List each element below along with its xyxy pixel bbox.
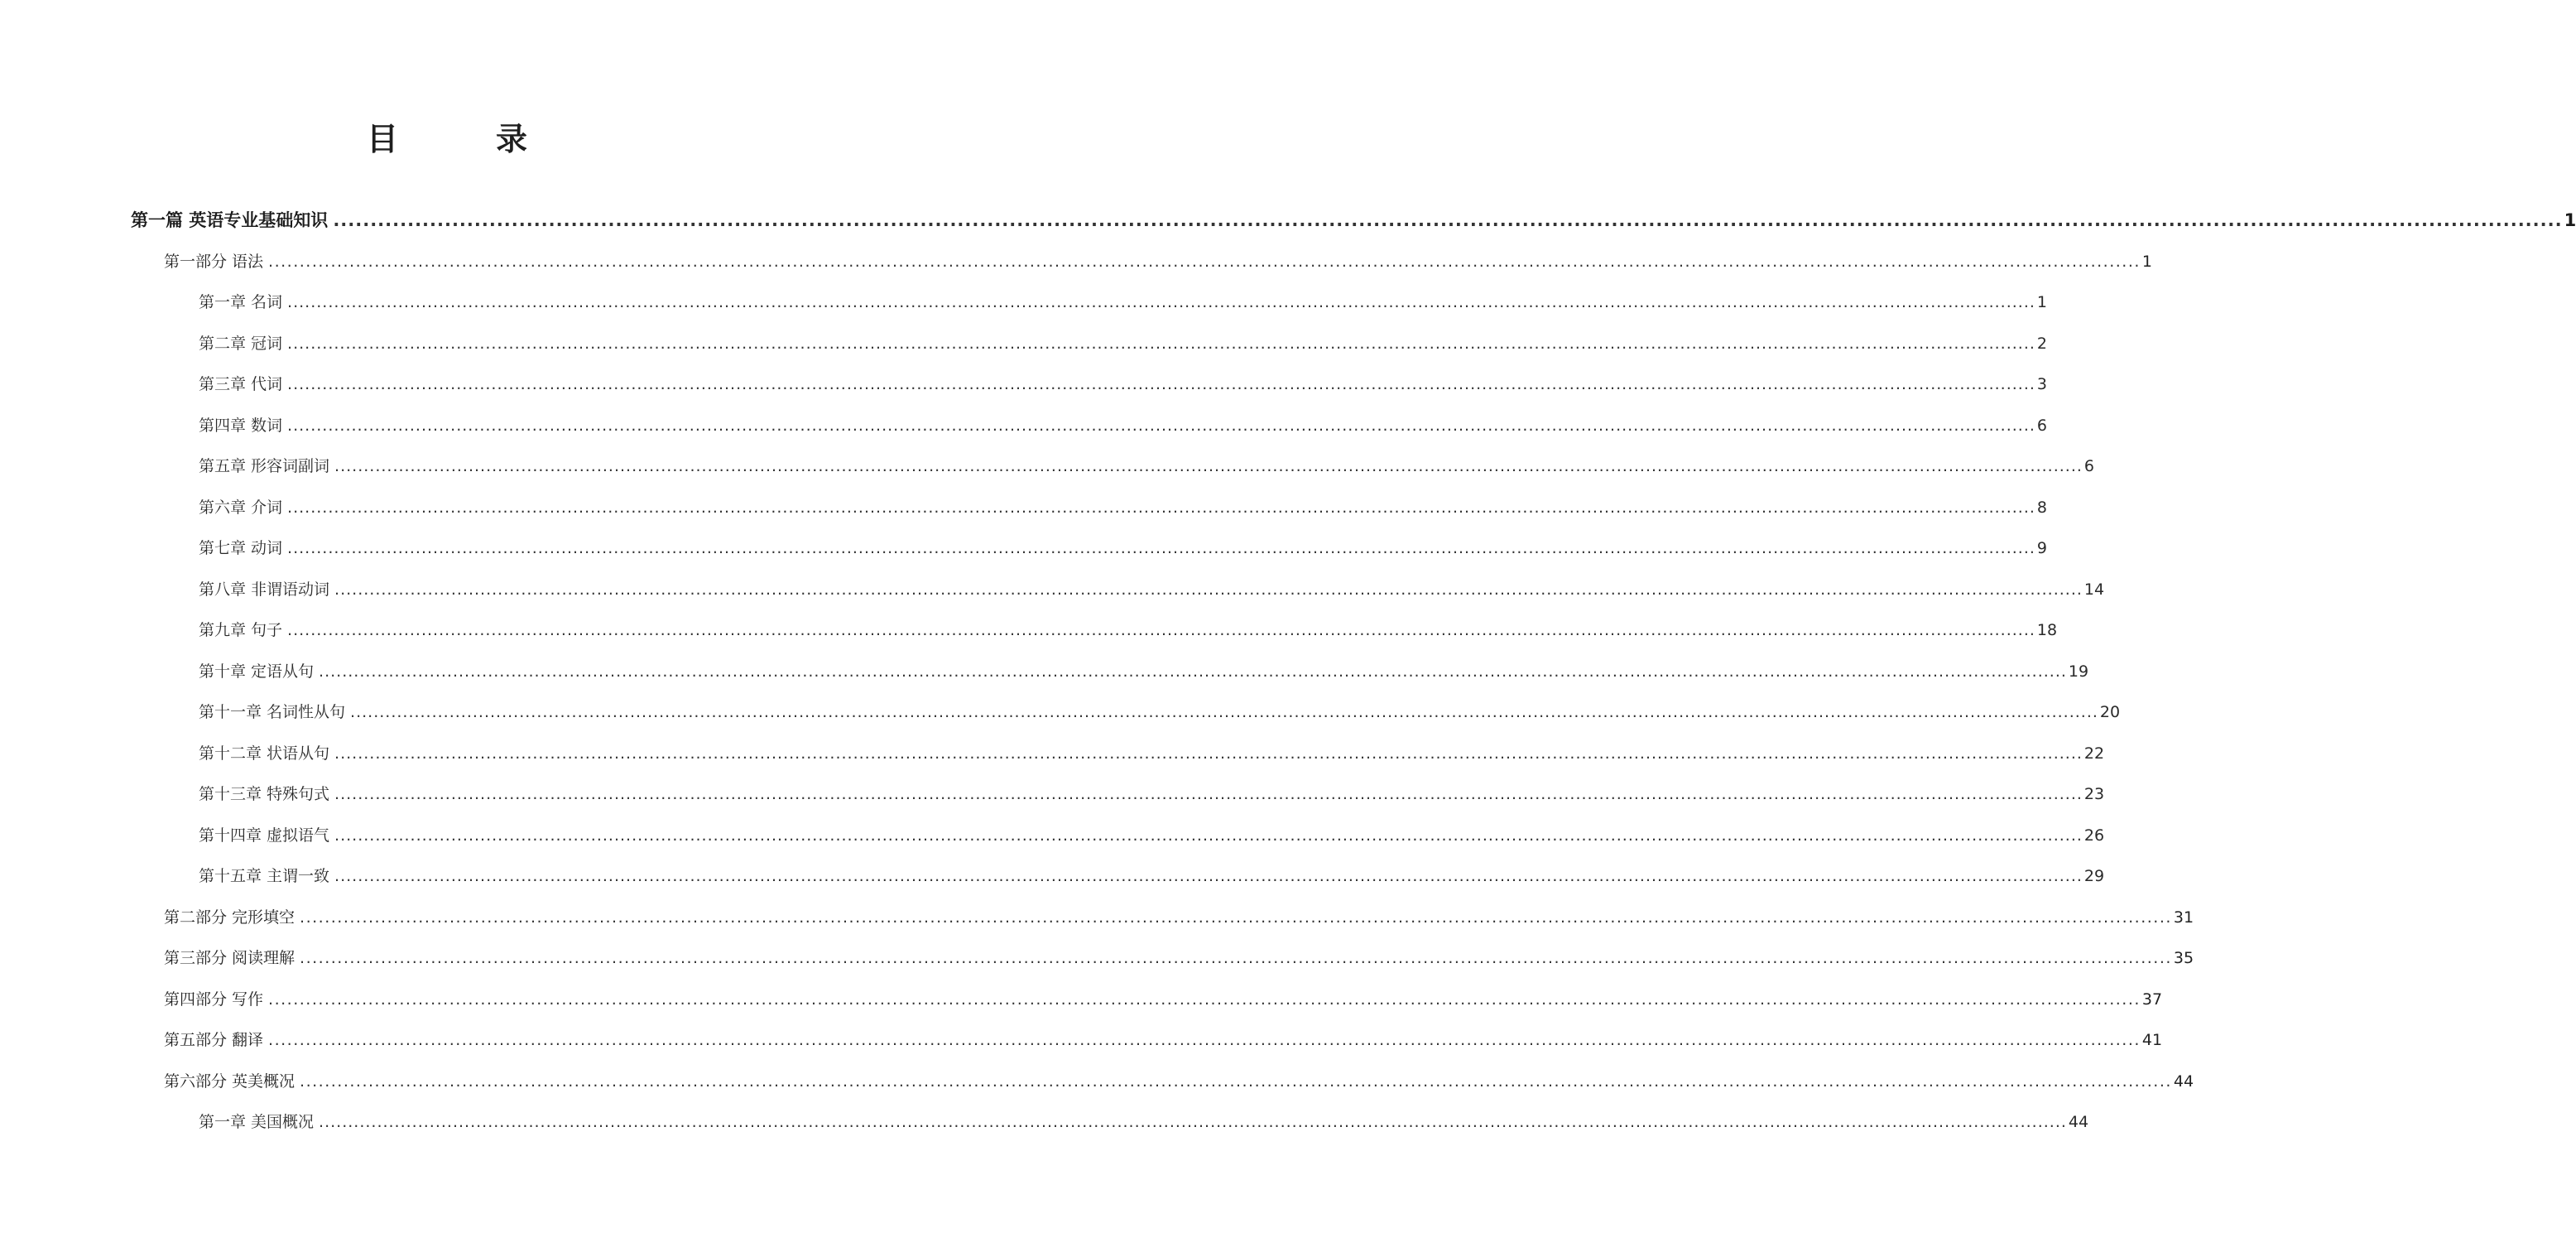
toc-entry-label: 第六部分 英美概况 (164, 1072, 296, 1091)
toc-entry-label: 第二部分 完形填空 (164, 908, 296, 927)
dot-leader: ............................................................................................................................................................................................................................................................................................................ (319, 1113, 2067, 1131)
toc-entry[interactable] (199, 450, 2095, 483)
toc-entry[interactable] (199, 573, 2105, 606)
toc-entry[interactable] (199, 327, 2048, 360)
dot-leader: ............................................................................................................................................................................................................................................................................................................ (334, 785, 2083, 803)
dot-leader: ............................................................................................................................................................................................................................................................................................................ (333, 210, 2563, 230)
toc-entry-page-number: 37 (2141, 990, 2163, 1009)
dot-leader: ............................................................................................................................................................................................................................................................................................................ (300, 949, 2172, 967)
toc-entry-page-number: 41 (2141, 1031, 2163, 1049)
toc-entry-page-number: 22 (2083, 744, 2105, 763)
toc-entry-label: 第五部分 翻译 (164, 1031, 264, 1049)
toc-entry-label: 第十一章 名词性从句 (199, 703, 346, 721)
dot-leader: ............................................................................................................................................................................................................................................................................................................ (287, 539, 2035, 557)
toc-entry-label: 第一篇 英语专业基础知识 (131, 210, 329, 230)
toc-entry[interactable] (164, 1023, 2163, 1057)
toc-entry-label: 第十章 定语从句 (199, 662, 315, 681)
toc-entry-label: 第七章 动词 (199, 539, 283, 557)
toc-entry-page-number: 1 (2141, 253, 2153, 271)
toc-entry-page-number: 8 (2036, 498, 2048, 517)
toc-entry-page-number: 31 (2173, 908, 2194, 927)
toc-entry[interactable] (199, 614, 2058, 647)
toc-entry-label: 第十五章 主谓一致 (199, 867, 330, 885)
toc-entry-label: 第一章 名词 (199, 293, 283, 311)
toc-entry-page-number: 6 (2083, 457, 2095, 475)
toc-entry-page-number: 2 (2036, 335, 2048, 353)
toc-entry-page-number: 44 (2068, 1113, 2089, 1131)
toc-entry-page-number: 3 (2036, 375, 2048, 393)
toc-entry[interactable] (164, 983, 2163, 1016)
dot-leader: ............................................................................................................................................................................................................................................................................................................ (300, 908, 2172, 927)
toc-entry-label: 第五章 形容词副词 (199, 457, 330, 475)
dot-leader: ............................................................................................................................................................................................................................................................................................................ (287, 621, 2035, 639)
toc-entry-page-number: 19 (2068, 662, 2089, 681)
toc-entry-page-number: 26 (2083, 826, 2105, 845)
toc-entry-label: 第九章 句子 (199, 621, 283, 639)
toc-entry[interactable] (199, 655, 2089, 688)
toc-entry[interactable] (199, 286, 2048, 319)
toc-entry[interactable] (164, 245, 2153, 278)
dot-leader: ............................................................................................................................................................................................................................................................................................................ (268, 990, 2141, 1009)
dot-leader: ............................................................................................................................................................................................................................................................................................................ (334, 744, 2083, 763)
toc-entry[interactable] (199, 737, 2105, 770)
toc-entry[interactable] (164, 1065, 2194, 1098)
toc-entry-label: 第三部分 阅读理解 (164, 949, 296, 967)
page-title: 目 录 (366, 121, 560, 157)
dot-leader: ............................................................................................................................................................................................................................................................................................................ (334, 580, 2083, 599)
toc-entry[interactable] (164, 942, 2194, 975)
toc-entry-label: 第一部分 语法 (164, 253, 264, 271)
toc-entry[interactable] (199, 696, 2121, 729)
dot-leader: ............................................................................................................................................................................................................................................................................................................ (287, 293, 2035, 311)
toc-entry-label: 第十二章 状语从句 (199, 744, 330, 763)
toc-entry-label: 第十三章 特殊句式 (199, 785, 330, 803)
dot-leader: ............................................................................................................................................................................................................................................................................................................ (287, 375, 2035, 393)
toc-entry[interactable] (199, 532, 2048, 565)
toc-entry[interactable] (199, 368, 2048, 401)
toc-entry-label: 第十四章 虚拟语气 (199, 826, 330, 845)
toc-entry-page-number: 20 (2099, 703, 2121, 721)
toc-entry-label: 第四部分 写作 (164, 990, 264, 1009)
dot-leader: ............................................................................................................................................................................................................................................................................................................ (287, 417, 2035, 435)
toc-entry[interactable] (199, 819, 2105, 852)
dot-leader: ............................................................................................................................................................................................................................................................................................................ (319, 662, 2067, 681)
dot-leader: ............................................................................................................................................................................................................................................................................................................ (350, 703, 2098, 721)
toc-entry-label: 第六章 介词 (199, 498, 283, 517)
toc-entry-page-number: 1 (2036, 293, 2048, 311)
toc-entry-label: 第二章 冠词 (199, 335, 283, 353)
dot-leader: ............................................................................................................................................................................................................................................................................................................ (300, 1072, 2172, 1091)
toc-entry-label: 第三章 代词 (199, 375, 283, 393)
toc-entry-page-number: 9 (2036, 539, 2048, 557)
toc-entry-label: 第一章 美国概况 (199, 1113, 315, 1131)
toc-entry[interactable] (131, 204, 2576, 237)
toc-entry-page-number: 18 (2036, 621, 2058, 639)
toc-entry-page-number: 14 (2083, 580, 2105, 599)
toc-entry[interactable] (199, 1105, 2089, 1139)
toc-entry-label: 第四章 数词 (199, 417, 283, 435)
toc-entry[interactable] (164, 901, 2194, 934)
toc-entry-label: 第八章 非谓语动词 (199, 580, 330, 599)
toc-entry-page-number: 6 (2036, 417, 2048, 435)
dot-leader: ............................................................................................................................................................................................................................................................................................................ (287, 498, 2035, 517)
toc-entry[interactable] (199, 409, 2048, 442)
toc-entry-page-number: 35 (2173, 949, 2194, 967)
dot-leader: ............................................................................................................................................................................................................................................................................................................ (287, 335, 2035, 353)
toc-entry-page-number: 1 (2564, 210, 2576, 230)
toc-entry-page-number: 44 (2173, 1072, 2194, 1091)
dot-leader: ............................................................................................................................................................................................................................................................................................................ (268, 253, 2141, 271)
dot-leader: ............................................................................................................................................................................................................................................................................................................ (268, 1031, 2141, 1049)
dot-leader: ............................................................................................................................................................................................................................................................................................................ (334, 826, 2083, 845)
toc-entry[interactable] (199, 491, 2048, 524)
toc-entry[interactable] (199, 860, 2105, 893)
toc-entry-page-number: 23 (2083, 785, 2105, 803)
dot-leader: ............................................................................................................................................................................................................................................................................................................ (334, 867, 2083, 885)
toc-entry[interactable] (199, 778, 2105, 811)
dot-leader: ............................................................................................................................................................................................................................................................................................................ (334, 457, 2083, 475)
toc-entry-page-number: 29 (2083, 867, 2105, 885)
